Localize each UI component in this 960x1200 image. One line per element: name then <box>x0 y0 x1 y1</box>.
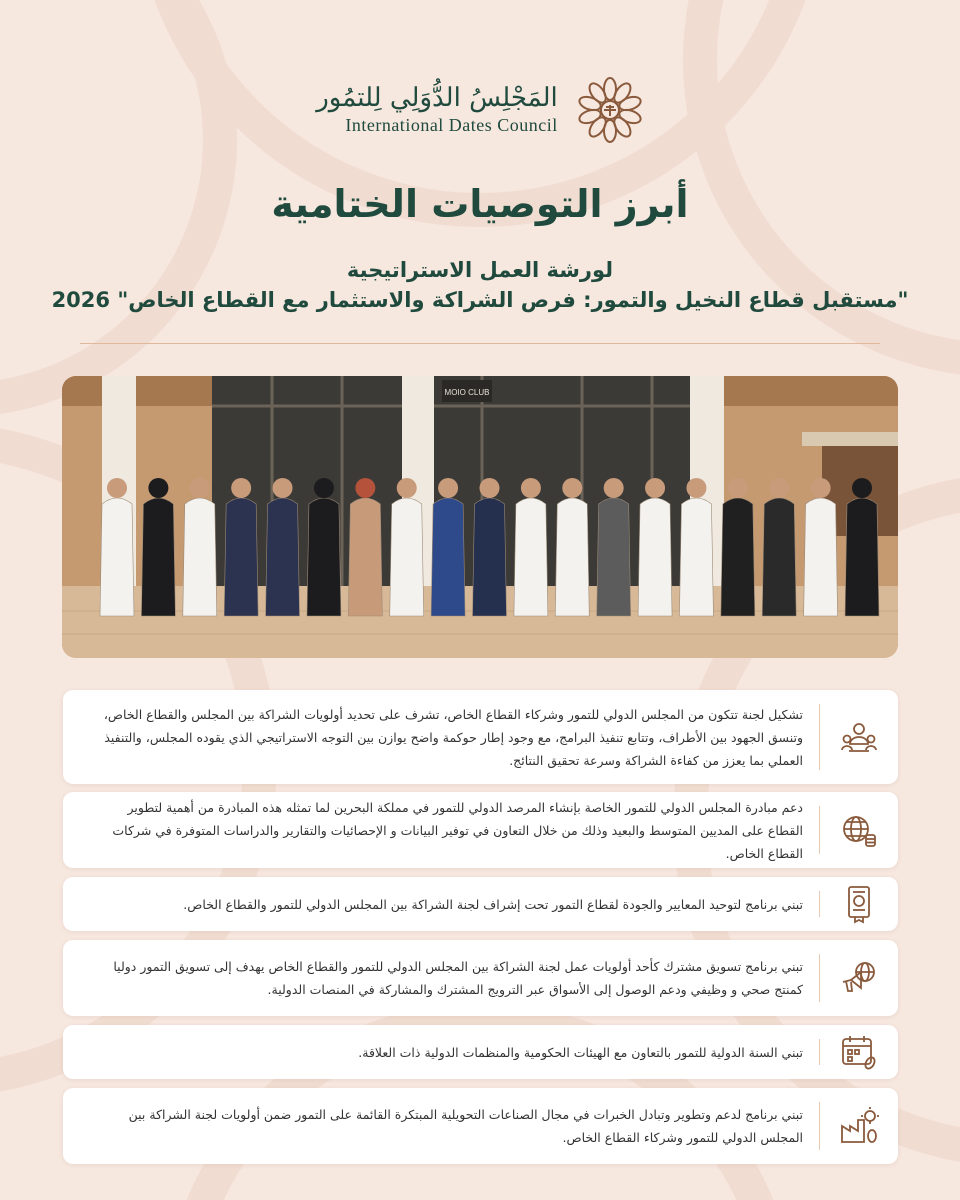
person-head <box>811 478 831 498</box>
card-icon-container <box>820 877 898 931</box>
certificate-icon <box>839 884 879 924</box>
person-figure <box>266 498 300 616</box>
person-head <box>273 478 293 498</box>
workshop-subtitle: لورشة العمل الاستراتيجية <box>346 258 614 282</box>
person-figure <box>307 498 341 616</box>
person-figure <box>679 498 713 616</box>
person-figure <box>555 498 589 616</box>
recommendation-text: دعم مبادرة المجلس الدولي للتمور الخاصة بإنشاء المرصد الدولي للتمور في مملكة البحرين لما تمثله هذه المبادرة من أهمية لتطوير القطاع على المديين المتوسط والبعيد وذلك من خلال التعاون في توفير البيانات و الإحصائيات والتقارير والدراسات المتوفرة في شركات القطاع الخاص. <box>112 799 803 861</box>
recommendation-card-2 <box>63 792 898 868</box>
person-figure <box>473 498 507 616</box>
factory-innovation-icon <box>839 1106 879 1146</box>
person-head <box>148 478 168 498</box>
team-network-icon <box>839 717 879 757</box>
person-head <box>190 478 210 498</box>
person-figure <box>224 498 258 616</box>
group-photo <box>62 376 898 658</box>
building-sign: MOIO CLUB <box>444 388 490 397</box>
card-icon-container <box>820 792 898 868</box>
person-figure <box>348 498 382 616</box>
recommendation-text: تشكيل لجنة تتكون من المجلس الدولي للتمور وشركاء القطاع الخاص، تشرف على تحديد أولويات الشراكة بين المجلس والقطاع الخاص، وتنسق الجهود بين الأطراف، وتتابع تنفيذ البرامج، مع وجود إطار حوكمة واضح يوازن بين التوجه الاستراتيجي الذي يقوده المجلس، والتنفيذ العملي بما يعزز من كفاءة الشراكة وسرعة تحقيق النتائج. <box>103 706 803 768</box>
card-icon-container <box>820 1025 898 1079</box>
palm-flower-emblem-icon <box>576 76 644 144</box>
person-figure <box>804 498 838 616</box>
person-head <box>686 478 706 498</box>
person-head <box>355 478 375 498</box>
person-figure <box>390 498 424 616</box>
person-figure <box>845 498 879 616</box>
recommendation-card-3 <box>63 877 898 931</box>
card-icon-container <box>820 690 898 784</box>
person-head <box>852 478 872 498</box>
person-head <box>397 478 417 498</box>
recommendation-text: تبني السنة الدولية للتمور بالتعاون مع الهيئات الحكومية والمنظمات الدولية ذات العلاقة. <box>358 1044 803 1060</box>
person-head <box>562 478 582 498</box>
person-head <box>728 478 748 498</box>
logo-text <box>316 84 558 136</box>
person-head <box>480 478 500 498</box>
person-head <box>231 478 251 498</box>
title-divider <box>80 343 880 344</box>
council-logo <box>0 76 960 144</box>
recommendation-card-5 <box>63 1025 898 1079</box>
person-head <box>645 478 665 498</box>
person-figure <box>141 498 175 616</box>
person-figure <box>100 498 134 616</box>
global-marketing-icon <box>839 958 879 998</box>
person-figure <box>638 498 672 616</box>
person-figure <box>514 498 548 616</box>
recommendation-card-1 <box>63 690 898 784</box>
person-figure <box>183 498 217 616</box>
logo-arabic-name: المَجْلِسُ الدُّوَلِي لِلتمُور <box>316 83 558 114</box>
recommendation-text: تبني برنامج لتوحيد المعايير والجودة لقطاع التمور تحت إشراف لجنة الشراكة بين المجلس الدولي للتمور والقطاع الخاص. <box>183 896 803 912</box>
page-title: أبرز التوصيات الختامية <box>271 182 689 226</box>
card-icon-container <box>820 940 898 1016</box>
person-figure <box>597 498 631 616</box>
person-head <box>438 478 458 498</box>
recommendation-card-6 <box>63 1088 898 1164</box>
person-head <box>314 478 334 498</box>
calendar-date-icon <box>839 1032 879 1072</box>
recommendation-text: تبني برنامج لدعم وتطوير وتبادل الخبرات في مجال الصناعات التحويلية المبتكرة القائمة على التمور ضمن أولويات لجنة الشراكة بين المجلس الدولي للتمور وشركاء القطاع الخاص. <box>128 1107 803 1145</box>
person-head <box>107 478 127 498</box>
person-head <box>769 478 789 498</box>
recommendation-text: تبني برنامج تسويق مشترك كأحد أولويات عمل لجنة الشراكة بين المجلس الدولي للتمور والقطاع الخاص يهدف إلى تسويق التمور دوليا كمنتج صحي و وظيفي ودعم الوصول إلى الأسواق عبر الترويج المشترك والمشاركة في المنصات الدولية. <box>113 959 803 997</box>
card-icon-container <box>820 1088 898 1164</box>
person-figure <box>431 498 465 616</box>
person-head <box>604 478 624 498</box>
globe-data-icon <box>839 810 879 850</box>
person-figure <box>721 498 755 616</box>
workshop-name: "مستقبل قطاع النخيل والتمور: فرص الشراكة والاستثمار مع القطاع الخاص" 2026 <box>51 288 909 312</box>
logo-english-name: International Dates Council <box>345 114 558 135</box>
person-figure <box>762 498 796 616</box>
recommendation-card-4 <box>63 940 898 1016</box>
person-head <box>521 478 541 498</box>
